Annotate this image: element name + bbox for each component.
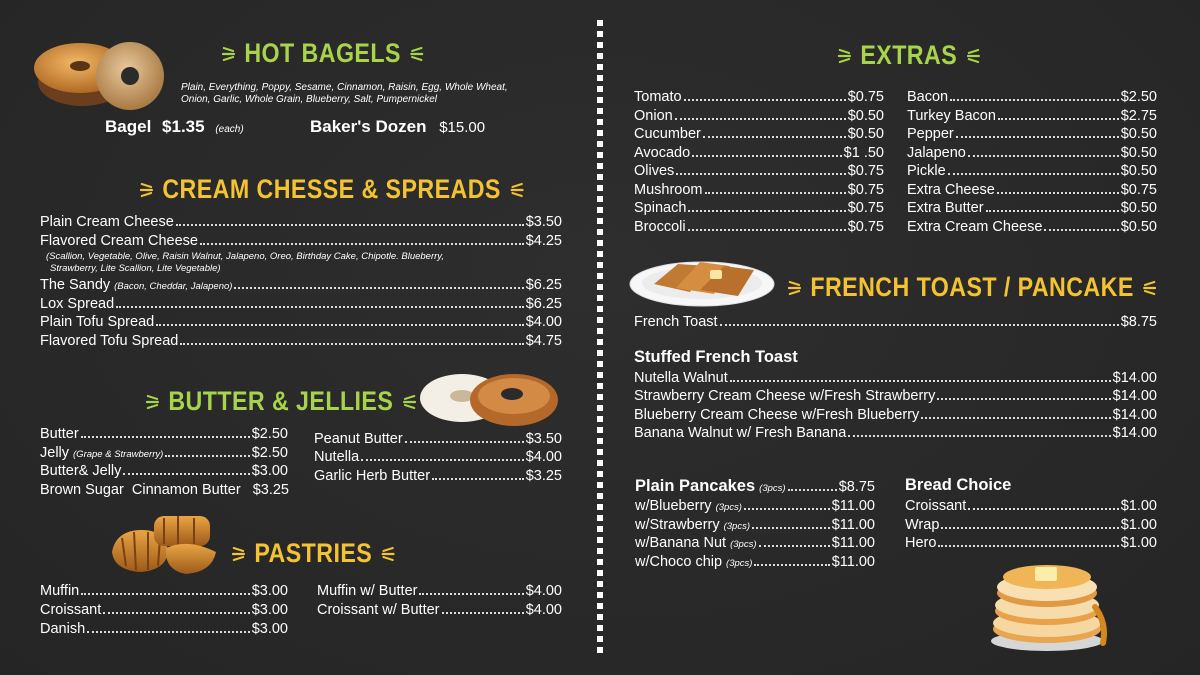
menu-item: Jelly (Grape & Strawberry) $2.50 xyxy=(40,445,288,461)
menu-item: The Sandy (Bacon, Cheddar, Jalapeno) $6.25 xyxy=(40,277,562,293)
menu-item: Turkey Bacon $2.75 xyxy=(907,108,1157,124)
menu-item: Plain Tofu Spread $4.00 xyxy=(40,314,562,330)
menu-item: French Toast $8.75 xyxy=(634,314,1157,330)
menu-item: Croissant $3.00 xyxy=(40,602,288,618)
menu-item: Avocado $1 .50 xyxy=(634,145,884,161)
menu-item: Croissant w/ Butter $4.00 xyxy=(317,602,562,618)
burst-icon xyxy=(788,278,802,298)
menu-item: Plain Cream Cheese $3.50 xyxy=(40,214,562,230)
pastries-heading: PASTRIES xyxy=(232,538,395,569)
menu-item: Pepper $0.50 xyxy=(907,126,1157,142)
menu-item: Spinach $0.75 xyxy=(634,200,884,216)
menu-item: Extra Cheese $0.75 xyxy=(907,182,1157,198)
burst-icon xyxy=(222,44,236,64)
menu-item: Nutella Walnut $14.00 xyxy=(634,370,1157,386)
menu-item: Extra Cream Cheese $0.50 xyxy=(907,219,1157,235)
french-toast-heading: FRENCH TOAST / PANCAKE xyxy=(788,272,1156,303)
bagel-flavors: Plain, Everything, Poppy, Sesame, Cinnamon, Raisin, Egg, Whole Wheat, Onion, Garlic, Whole Grain, Blueberry, Salt, Pumpernickel xyxy=(181,82,508,105)
menu-item: Hero $1.00 xyxy=(905,535,1157,551)
menu-item: w/Blueberry (3pcs) $11.00 xyxy=(635,498,875,514)
cream-cheese-heading: CREAM CHESSE & SPREADS xyxy=(140,174,523,205)
menu-item: Broccoli $0.75 xyxy=(634,219,884,235)
dotted-divider xyxy=(597,20,603,655)
menu-item: Banana Walnut w/ Fresh Banana $14.00 xyxy=(634,425,1157,441)
menu-item: Garlic Herb Butter $3.25 xyxy=(314,468,562,484)
menu-item: Bacon $2.50 xyxy=(907,89,1157,105)
menu-item: w/Banana Nut (3pcs) $11.00 xyxy=(635,535,875,551)
menu-item: Onion $0.50 xyxy=(634,108,884,124)
burst-icon xyxy=(232,544,246,564)
menu-item: Muffin w/ Butter $4.00 xyxy=(317,583,562,599)
burst-icon xyxy=(381,544,395,564)
menu-item: Extra Butter $0.50 xyxy=(907,200,1157,216)
menu-item: Muffin $3.00 xyxy=(40,583,288,599)
burst-icon xyxy=(140,180,154,200)
menu-item: Cucumber $0.50 xyxy=(634,126,884,142)
menu-item: w/Strawberry (3pcs) $11.00 xyxy=(635,517,875,533)
menu-item: Pickle $0.50 xyxy=(907,163,1157,179)
menu-item: Butter& Jelly $3.00 xyxy=(40,463,288,479)
menu-item: Mushroom $0.75 xyxy=(634,182,884,198)
french-toast-image xyxy=(628,254,776,308)
menu-item: Blueberry Cream Cheese w/Fresh Blueberry $14.00 xyxy=(634,407,1157,423)
burst-icon xyxy=(409,44,423,64)
bread-choice-title: Bread Choice xyxy=(905,476,1012,494)
burst-icon xyxy=(146,392,160,412)
burst-icon xyxy=(509,180,523,200)
menu-item: Lox Spread $6.25 xyxy=(40,296,562,312)
burst-icon xyxy=(1142,278,1156,298)
menu-item: w/Choco chip (3pcs) $11.00 xyxy=(635,554,875,570)
menu-item: Brown Sugar Cinnamon Butter $3.25 xyxy=(40,482,289,498)
hot-bagels-heading: HOT BAGELS xyxy=(222,38,423,69)
menu-item: Nutella $4.00 xyxy=(314,449,562,465)
menu-item: Butter $2.50 xyxy=(40,426,288,442)
bakers-dozen-line: Baker's Dozen $15.00 xyxy=(310,117,486,136)
bagel-price-line: Bagel $1.35 (each) xyxy=(105,117,244,136)
pancakes-title-row: Plain Pancakes (3pcs) $8.75 xyxy=(635,477,875,495)
menu-item: Danish $3.00 xyxy=(40,621,288,637)
butter-jellies-heading: BUTTER & JELLIES xyxy=(146,386,416,417)
cream-cheese-bagel-image xyxy=(414,366,562,428)
croissant-image xyxy=(108,508,220,578)
menu-item: Jalapeno $0.50 xyxy=(907,145,1157,161)
menu-item: Wrap $1.00 xyxy=(905,517,1157,533)
bagels-image xyxy=(30,38,175,113)
menu-item: Peanut Butter $3.50 xyxy=(314,431,562,447)
menu-item: Croissant $1.00 xyxy=(905,498,1157,514)
menu-item: Flavored Cream Cheese $4.25 xyxy=(40,233,562,249)
menu-item: Tomato $0.75 xyxy=(634,89,884,105)
menu-item: Flavored Tofu Spread $4.75 xyxy=(40,333,562,349)
pancake-stack-image xyxy=(985,557,1115,653)
extras-heading: EXTRAS xyxy=(838,40,979,71)
burst-icon xyxy=(838,46,852,66)
menu-item: Strawberry Cream Cheese w/Fresh Strawberry $14.00 xyxy=(634,388,1157,404)
cream-cheese-flavors: (Scallion, Vegetable, Olive, Raisin Walnut, Jalapeno, Oreo, Birthday Cake, Chipotle. Blueberry, Strawberry, Lite Scallion, Lite Vegetable) xyxy=(46,251,444,274)
stuffed-french-toast-title: Stuffed French Toast xyxy=(634,348,798,366)
menu-item: Olives $0.75 xyxy=(634,163,884,179)
burst-icon xyxy=(966,46,980,66)
